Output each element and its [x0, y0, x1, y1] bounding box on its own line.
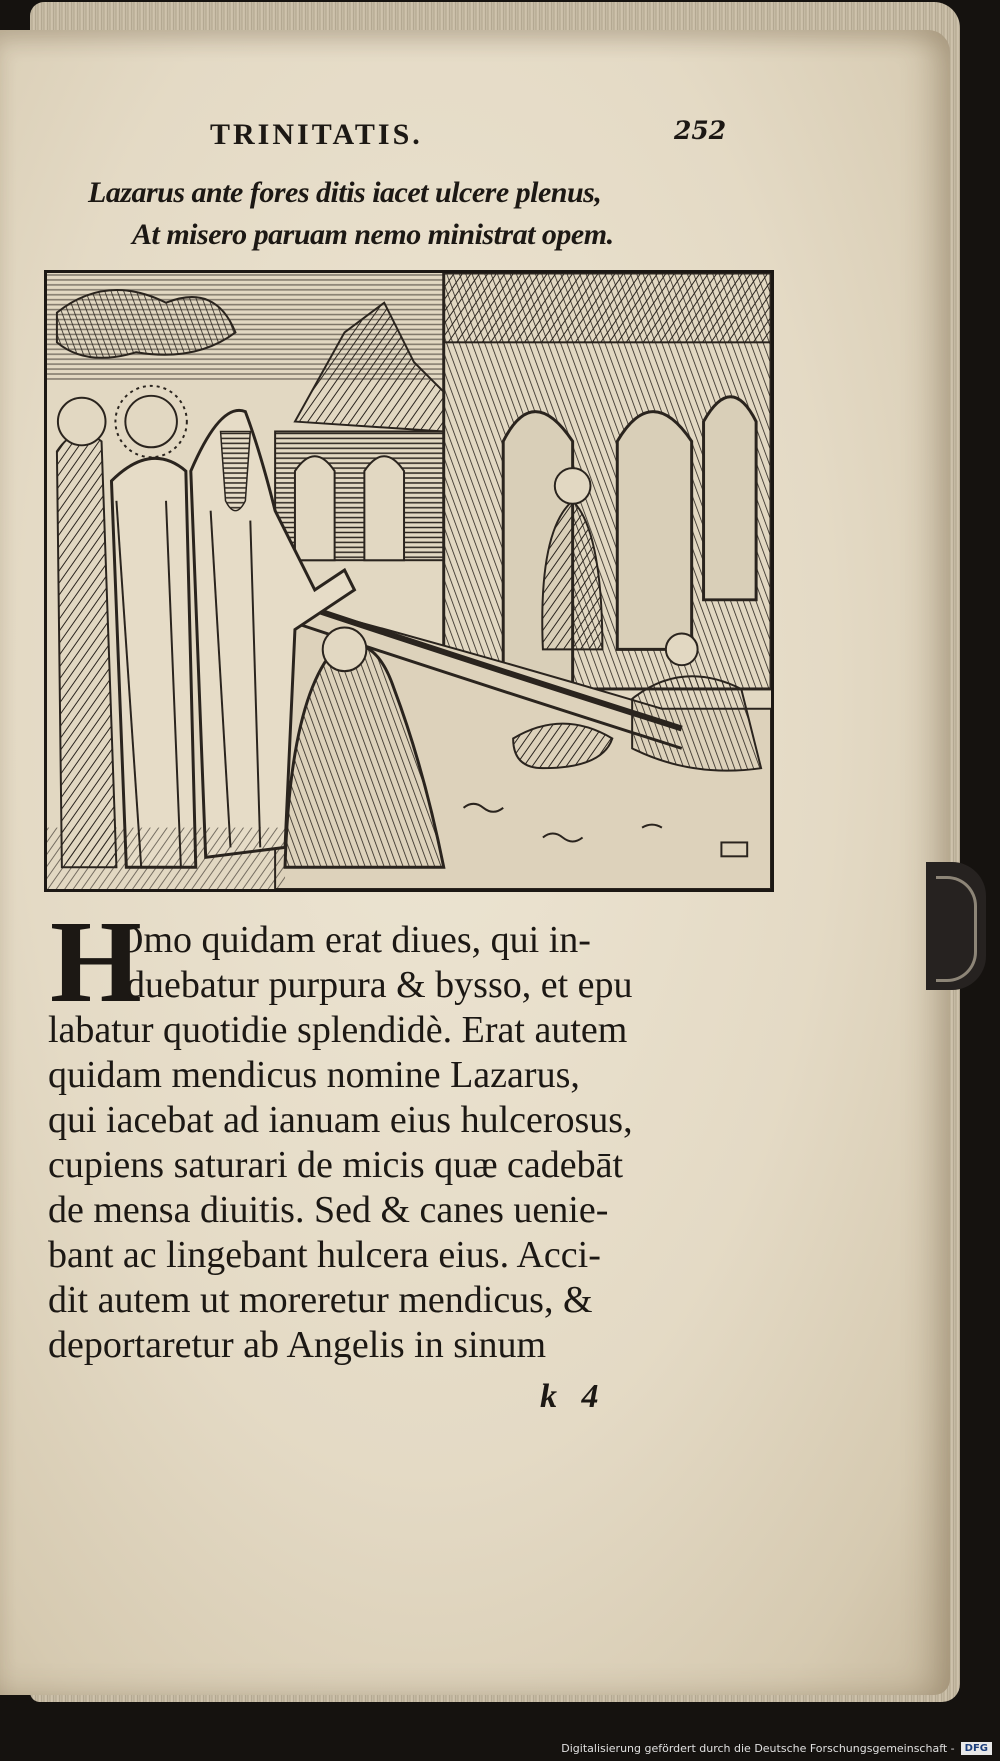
body-line-4: quidam mendicus nomine Lazarus,	[48, 1054, 580, 1096]
body-line-6: cupiens saturari de micis quæ cadebāt	[48, 1144, 624, 1186]
body-line-7: de mensa diuitis. Sed & canes uenie-	[48, 1189, 609, 1231]
credit-text: Digitalisierung gefördert durch die Deutsche Forschungsgemeinschaft -	[561, 1742, 955, 1755]
woodcut-drawing	[47, 273, 771, 889]
body-line-2: duebatur purpura & bysso, et epu	[126, 964, 633, 1006]
signature-mark: k 4	[540, 1378, 599, 1415]
dfg-logo: DFG	[961, 1742, 992, 1755]
digitization-credit	[561, 1742, 992, 1755]
body-line-5: qui iacebat ad ianuam eius hulcerosus,	[48, 1099, 633, 1141]
body-line-9: dit autem ut moreretur mendicus, &	[48, 1279, 593, 1321]
body-line-1: Omo quidam erat diues, qui in-	[116, 919, 591, 961]
bookmark-clip	[926, 862, 986, 990]
body-line-10: deportaretur ab Angelis in sinum	[48, 1324, 547, 1366]
running-head: TRINITATIS.	[210, 118, 423, 151]
verse-line-1: Lazarus ante fores ditis iacet ulcere plenus,	[88, 176, 602, 209]
woodcut-illustration	[44, 270, 774, 892]
body-line-8: bant ac lingebant hulcera eius. Acci-	[48, 1234, 601, 1276]
page-number: 252	[674, 116, 727, 145]
drop-cap-initial: H	[50, 896, 142, 1027]
verse-line-2: At misero paruam nemo ministrat opem.	[132, 218, 614, 251]
body-line-3: labatur quotidie splendidè. Erat autem	[48, 1009, 628, 1051]
body-text	[48, 918, 748, 1368]
